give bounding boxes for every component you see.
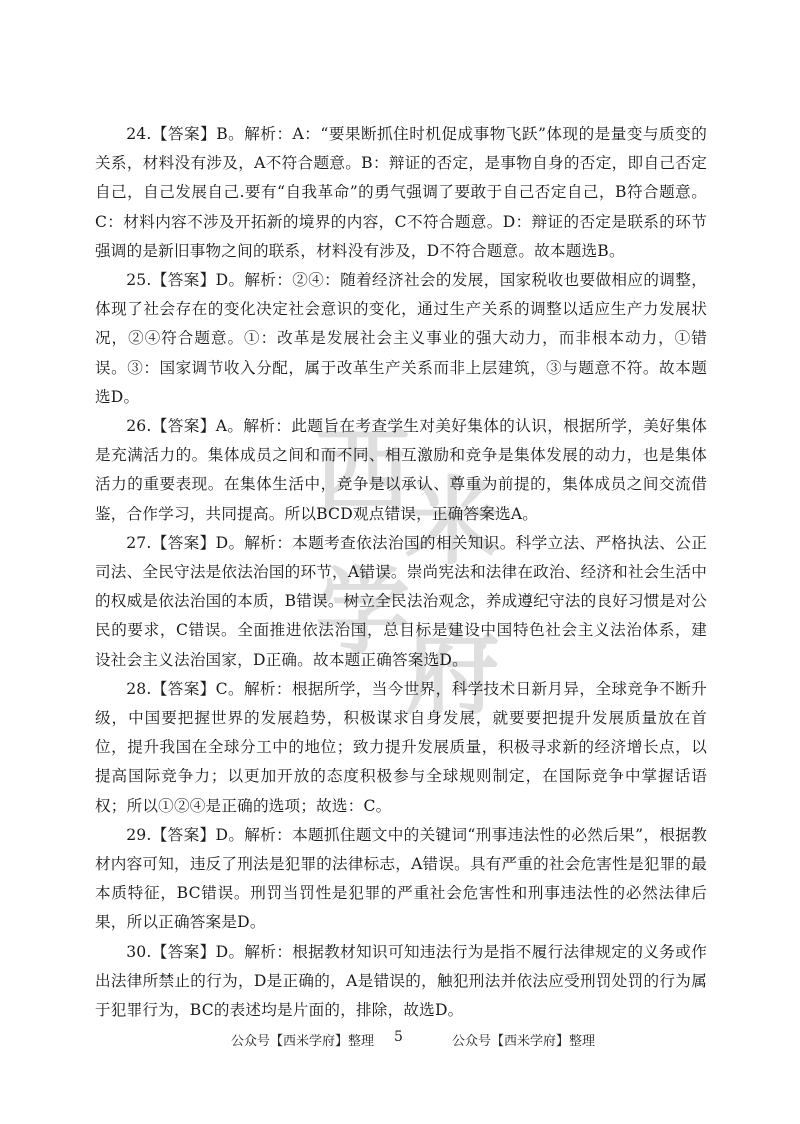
watermark-char: 府 [405,618,501,728]
answer-29: 29.【答案】D。解析：本题抓住题文中的关键词“刑事违法性的必然后果”，根据教材内容可知，违反了刑法是犯罪的法律标志，A错误。具有严重的社会危害性是犯罪的最本质特征，BC错误。刑罚当罚性是犯罪的严重社会危害性和刑事违法性的必然法律后果，所以正确答案是D。 [95,825,707,932]
answer-25: 25.【答案】D。解析：②④：随着经济社会的发展，国家税收也要做相应的调整，体现了社会存在的变化决定社会意识的变化，通过生产关系的调整以适应生产力发展状况，②④符合题意。①：改革是发展社会主义事业的强大动力，而非根本动力，①错误。③：国家调节收入分配，属于改革生产关系而非上层建筑，③与题意不符。故本题选D。 [95,271,707,406]
footer-right-label: 公众号【西米学府】整理 [452,1034,596,1049]
answer-26: 26.【答案】A。解析：此题旨在考查学生对美好集体的认识，根据所学，美好集体是充满活力的。集体成员之间和而不同、相互激励和竞争是集体发展的动力，也是集体活力的重要表现。在集体生活中，竞争是以承认、尊重为前提的，集体成员之间交流借鉴，合作学习，共同提高。所以BCD观点错误，正确答案选A。 [95,417,707,523]
page-number: 5 [394,1029,403,1045]
answer-24: 24.【答案】B。解析：A：“要果断抓住时机促成事物飞跃”体现的是量变与质变的关系，材料没有涉及，A不符合题意。B：辩证的否定，是事物自身的否定，即自己否定自己，自己发展自己.要有“自我革命”的勇气强调了要敢于自己否定自己，B符合题意。C：材料内容不涉及开拓新的境界的内容，C不符合题意。D：辩证的否定是联系的环节强调的是新旧事物之间的联系，材料没有涉及，D不符合题意。故本题选B。 [95,125,707,260]
watermark-char: 米 [405,468,501,578]
answer-28: 28.【答案】C。解析：根据所学，当今世界，科学技术日新月异，全球竞争不断升级，中国要把握世界的发展趋势，积极谋求自身发展，就要要把提升发展质量放在首位，提升我国在全球分工中的地位；致力提升发展质量，积极寻求新的经济增长点，以提高国际竞争力；以更加开放的态度积极参与全球规则制定，在国际竞争中掌握话语权；所以①②④是正确的选项；故选：C。 [95,679,707,815]
footer-left-label: 公众号【西米学府】整理 [231,1034,375,1049]
answer-30: 30.【答案】D。解析：根据教材知识可知违法行为是指不履行法律规定的义务或作出法律所禁止的行为，D是正确的，A是错误的，触犯刑法并依法应受刑罚处罚的行为属于犯罪行为，BC的表述均是片面的，排除，故选D。 [95,942,707,1020]
answer-27: 27.【答案】D。解析：本题考查依法治国的相关知识。科学立法、严格执法、公正司法、全民守法是依法治国的环节，A错误。崇尚宪法和法律在政治、经济和社会生活中的权威是依法治国的本质，B错误。树立全民法治观念，养成遵纪守法的良好习惯是对公民的要求，C错误。全面推进依法治国，总目标是建设中国特色社会主义法治体系，建设社会主义法治国家，D正确。故本题正确答案选D。 [95,533,707,669]
watermark-char: 西 [315,418,411,528]
answer-list [95,120,707,1025]
watermark-char: 学 [315,558,411,668]
